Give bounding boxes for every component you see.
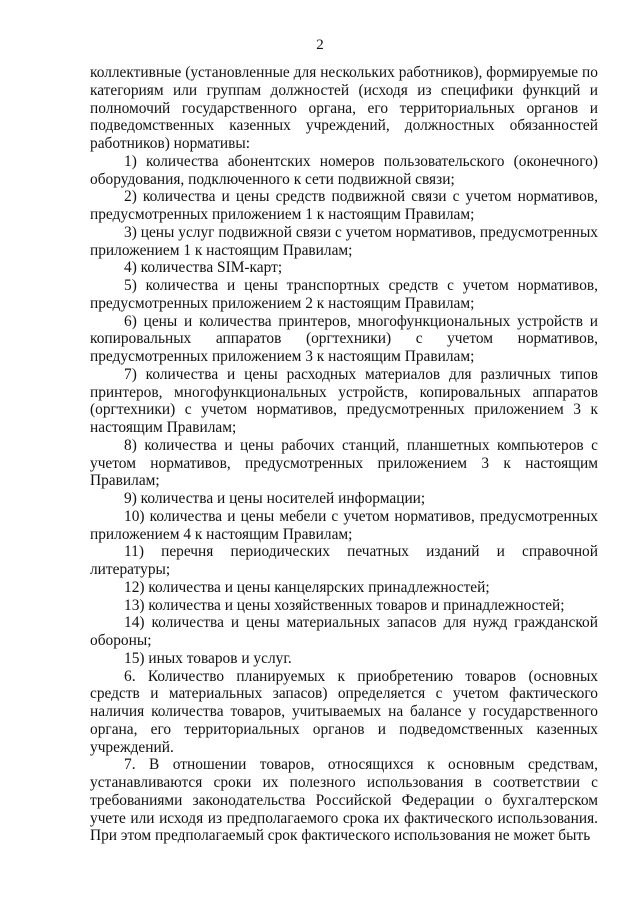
- paragraph: 2) количества и цены средств подвижной связи с учетом нормативов, предусмотренных приложением 1 к настоящим Правилам;: [90, 188, 598, 223]
- paragraph: 9) количества и цены носителей информации;: [124, 490, 426, 507]
- paragraph: 1) количества абонентских номеров пользовательского (оконечного) оборудования, подключенного к сети подвижной связи;: [90, 152, 598, 188]
- paragraph: 5) количества и цены транспортных средств с учетом нормативов, предусмотренных приложением 2 к настоящим Правилам;: [90, 277, 598, 312]
- paragraph: 10) количества и цены мебели с учетом нормативов, предусмотренных приложением 4 к настоящим Правилам;: [90, 507, 598, 543]
- paragraph: 13) количества и цены хозяйственных товаров и принадлежностей;: [124, 596, 565, 614]
- paragraph: 8) количества и цены рабочих станций, планшетных компьютеров с учетом нормативов, предусмотренных приложением 3 к настоящим Правилам;: [90, 436, 598, 490]
- paragraph: 14) количества и цены материальных запасов для нужд гражданской обороны;: [90, 614, 598, 649]
- paragraph: 12) количества и цены канцелярских принадлежностей;: [124, 578, 490, 596]
- paragraph: коллективные (установленные для нескольких работников), формируемые по категориям или группам должностей (исходя из специфики функций и полномочий государственного органа, его территориальных органов и подведомственных казенных учреждений, должностных обязанностей работников) нормативы:: [90, 64, 598, 152]
- paragraph: 6) цены и количества принтеров, многофункциональных устройств и копировальных аппаратов (оргтехники) с учетом нормативов, предусмотренных приложением 3 к настоящим Правилам;: [90, 312, 598, 365]
- paragraph: 3) цены услуг подвижной связи с учетом нормативов, предусмотренных приложением 1 к настоящим Правилам;: [90, 223, 598, 259]
- document-body: [90, 64, 598, 845]
- paragraph: 7) количества и цены расходных материалов для различных типов принтеров, многофункциональных устройств, копировальных аппаратов (оргтехники) с учетом нормативов, предусмотренных приложением 3 к настоящим Правилам;: [90, 365, 598, 436]
- paragraph: 7. В отношении товаров, относящихся к основным средствам, устанавливаются сроки их полезного использования в соответствии с требованиями законодательства Российской Федерации о бухгалтерском учете или исходя из предполагаемого срока их фактического использования. При этом предполагаемый срок фактического использования не может быть: [90, 756, 598, 845]
- paragraph: 15) иных товаров и услуг.: [124, 649, 292, 667]
- paragraph: 4) количества SIM-карт;: [124, 259, 283, 277]
- page-number: 2: [316, 37, 324, 53]
- paragraph: 11) перечня периодических печатных изданий и справочной литературы;: [90, 543, 598, 578]
- paragraph: 6. Количество планируемых к приобретению товаров (основных средств и материальных запасов) определяется с учетом фактического наличия количества товаров, учитываемых на балансе у государственного органа, его территориальных органов и подведомственных казенных учреждений.: [90, 667, 598, 756]
